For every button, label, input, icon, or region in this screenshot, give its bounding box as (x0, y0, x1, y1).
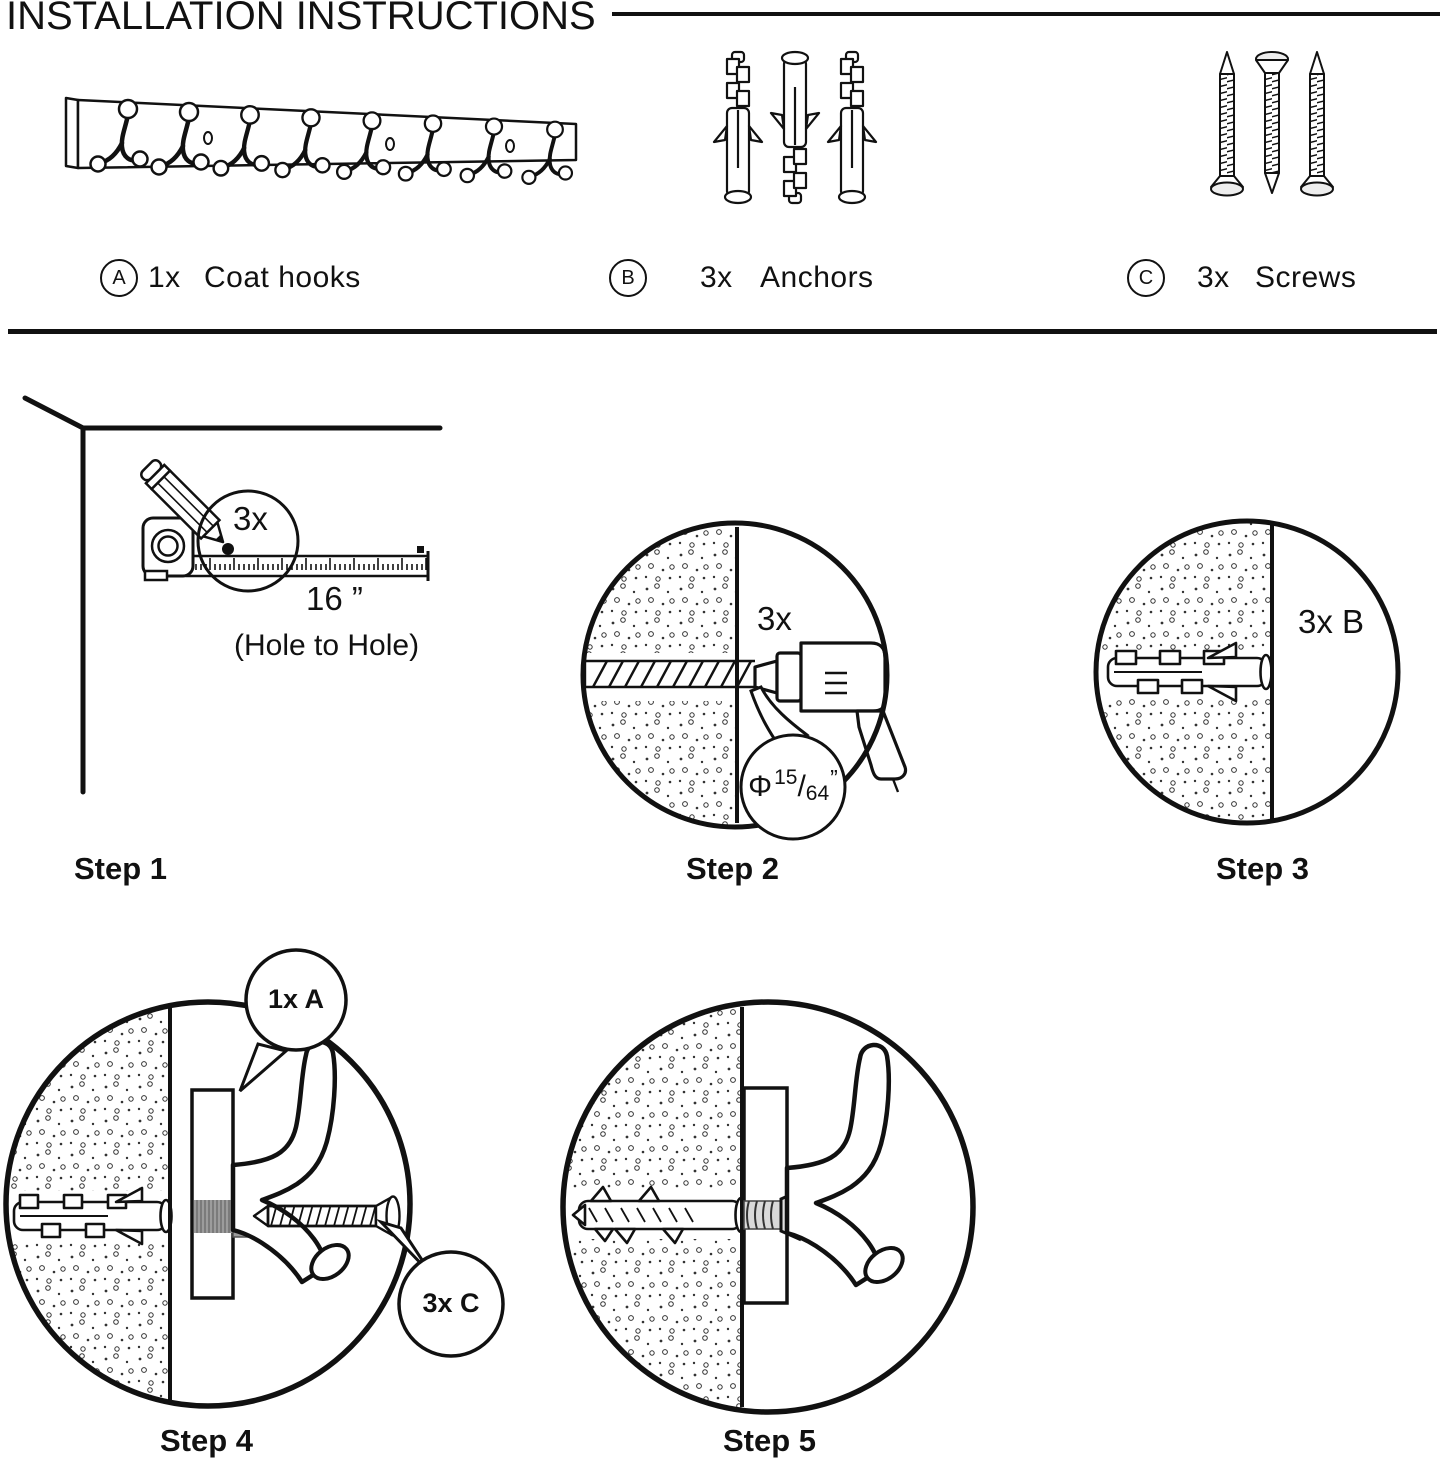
part-letter-b: B (621, 266, 635, 289)
step2-label: Step 2 (686, 851, 780, 886)
part-name-b: Anchors (760, 261, 874, 294)
wall-corner-lines (25, 398, 440, 792)
section-divider (8, 329, 1437, 334)
coat-hooks-icon (58, 78, 588, 173)
step5-label: Step 5 (723, 1423, 817, 1458)
part-qty-c: 3x (1197, 261, 1230, 294)
ruler-icon (187, 551, 428, 581)
rack-board (192, 1090, 233, 1298)
step1-illustration (15, 390, 460, 800)
step1-distance: 16 ” (306, 580, 363, 617)
part-badge-c (1127, 259, 1165, 297)
step4-screw-callout: 3x C (422, 1288, 480, 1318)
hook-icon (787, 1045, 909, 1289)
part-badge-b (609, 259, 647, 297)
part-name-c: Screws (1255, 261, 1357, 294)
step3-annotation: 3x B (1298, 603, 1365, 640)
diameter-symbol: Φ (748, 770, 773, 803)
tape-measure-icon (143, 518, 193, 580)
drill-bit-icon (585, 661, 755, 687)
part-letter-a: A (112, 266, 126, 289)
step3-label: Step 3 (1216, 851, 1310, 886)
step4-illustration (0, 945, 520, 1467)
rack-board (744, 1088, 787, 1303)
step2-illustration (575, 515, 905, 850)
step4-label: Step 4 (160, 1423, 254, 1458)
second-mark-dot (417, 546, 424, 553)
step1-mark-count: 3x (233, 500, 268, 537)
anchors-icon (710, 50, 880, 208)
part-letter-c: C (1138, 266, 1154, 289)
step3-illustration (1090, 515, 1410, 835)
part-name-a: Coat hooks (204, 261, 361, 294)
part-qty-a: 1x (148, 261, 181, 294)
step4-rack-callout: 1x A (267, 984, 325, 1014)
step5-illustration (555, 995, 985, 1425)
part-qty-b: 3x (700, 261, 733, 294)
step1-note: (Hole to Hole) (234, 629, 420, 662)
part-badge-a (100, 259, 138, 297)
step2-hole-count: 3x (757, 600, 792, 637)
pencil-mark-dot (222, 543, 234, 555)
title-rule (612, 12, 1440, 16)
callout-tail (240, 1044, 286, 1091)
step1-label: Step 1 (74, 851, 168, 886)
page-title: INSTALLATION INSTRUCTIONS (6, 0, 596, 38)
drill-diameter-label: Φ 15 / 64 ” (748, 764, 838, 805)
screws-icon (1205, 48, 1340, 200)
